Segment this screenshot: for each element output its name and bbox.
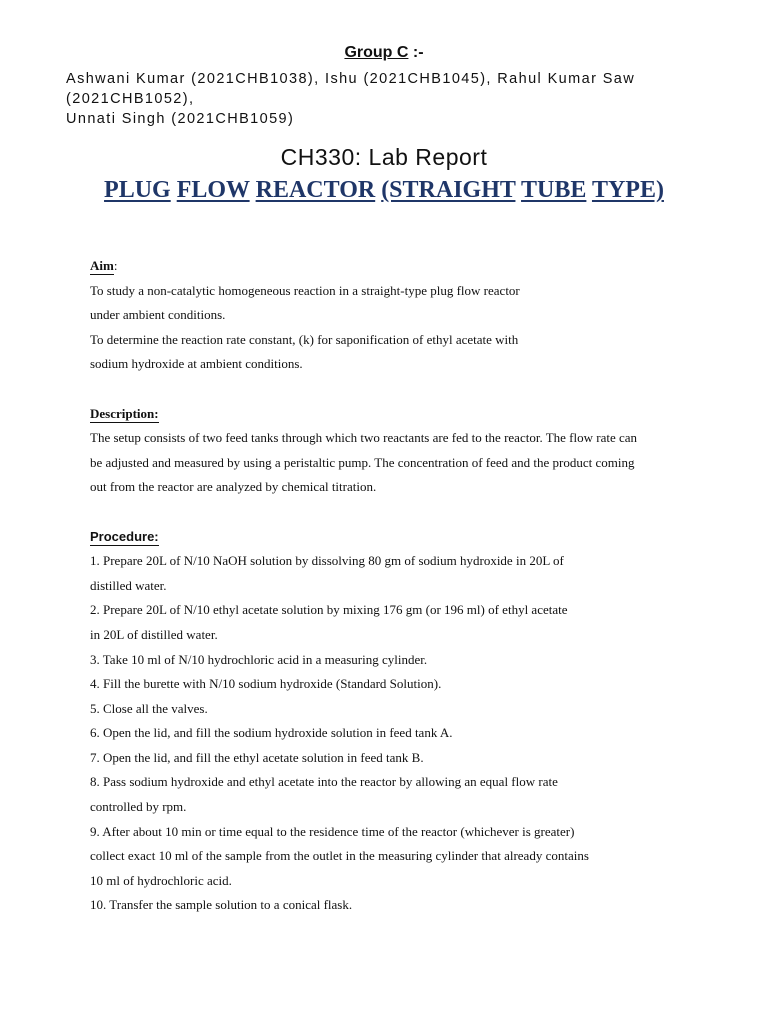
title-word: TUBE xyxy=(521,177,587,203)
aim-line: under ambient conditions. xyxy=(90,307,226,323)
description-line: The setup consists of two feed tanks through which two reactants are fed to the reactor. The flow rate can xyxy=(90,430,638,446)
procedure-line: 3. Take 10 ml of N/10 hydrochloric acid in a measuring cylinder. xyxy=(90,651,428,667)
course-title: CH330: Lab Report xyxy=(280,144,488,170)
aim-heading-suffix: : xyxy=(113,258,118,273)
aim-line: sodium hydroxide at ambient conditions. xyxy=(90,356,303,372)
title-word: FLOW xyxy=(176,177,250,203)
procedure-line: 7. Open the lid, and fill the ethyl acetate solution in feed tank B. xyxy=(90,749,424,765)
procedure-line: 6. Open the lid, and fill the sodium hydroxide solution in feed tank A. xyxy=(90,725,453,741)
title-word: REACTOR xyxy=(255,177,376,203)
procedure-line: 9. After about 10 min or time equal to the residence time of the reactor (whichever is greater) xyxy=(90,823,575,839)
procedure-heading xyxy=(90,525,690,550)
members-line: Ashwani Kumar (2021CHB1038), Ishu (2021CHB1045), Rahul Kumar Saw (2021CHB1052), xyxy=(66,71,636,107)
aim-heading xyxy=(90,254,690,279)
description-line: be adjusted and measured by using a peristaltic pump. The concentration of feed and the product coming xyxy=(90,454,635,470)
main-title xyxy=(0,177,768,204)
procedure-heading-label: Procedure: xyxy=(90,528,159,544)
procedure-line: collect exact 10 ml of the sample from the outlet in the measuring cylinder that already contains xyxy=(90,848,589,864)
procedure-line: 10 ml of hydrochloric acid. xyxy=(90,872,232,888)
aim-heading-label: Aim xyxy=(90,258,114,273)
group-suffix: :- xyxy=(408,44,424,61)
title-word: (STRAIGHT xyxy=(381,177,516,203)
members-line: Unnati Singh (2021CHB1059) xyxy=(66,111,295,127)
aim-line: To determine the reaction rate constant, (k) for saponification of ethyl acetate with xyxy=(90,331,519,347)
procedure-line: 10. Transfer the sample solution to a conical flask. xyxy=(90,897,353,913)
report-body xyxy=(90,254,690,918)
procedure-line: 1. Prepare 20L of N/10 NaOH solution by dissolving 80 gm of sodium hydroxide in 20L of xyxy=(90,553,564,569)
procedure-line: distilled water. xyxy=(90,577,167,593)
description-line: out from the reactor are analyzed by chemical titration. xyxy=(90,479,377,495)
procedure-line: 4. Fill the burette with N/10 sodium hydroxide (Standard Solution). xyxy=(90,676,442,692)
member-list xyxy=(66,69,746,129)
procedure-line: 5. Close all the valves. xyxy=(90,700,208,716)
procedure-line: 8. Pass sodium hydroxide and ethyl acetate into the reactor by allowing an equal flow rate xyxy=(90,774,558,790)
procedure-line: 2. Prepare 20L of N/10 ethyl acetate solution by mixing 176 gm (or 196 ml) of ethyl acetate xyxy=(90,602,568,618)
title-word: PLUG xyxy=(104,177,171,203)
procedure-line: in 20L of distilled water. xyxy=(90,626,218,642)
description-heading-label: Description: xyxy=(90,405,159,421)
aim-line: To study a non-catalytic homogeneous reaction in a straight-type plug flow reactor xyxy=(90,282,520,298)
group-label: Group C xyxy=(344,44,409,61)
title-word: TYPE) xyxy=(591,177,664,203)
group-heading xyxy=(0,44,768,62)
description-heading xyxy=(90,402,690,427)
procedure-line: controlled by rpm. xyxy=(90,799,187,815)
